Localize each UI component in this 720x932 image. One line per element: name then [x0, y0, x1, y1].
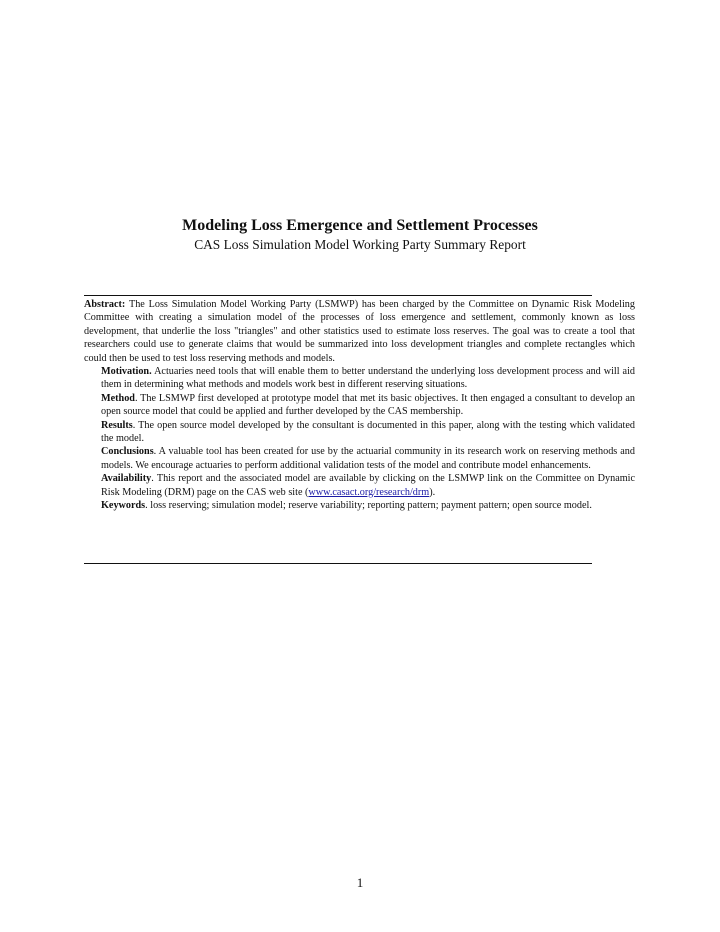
results-paragraph	[84, 419, 635, 446]
conclusions-paragraph	[84, 445, 635, 472]
page-number: 1	[356, 875, 364, 890]
abstract-block	[84, 298, 635, 513]
abstract-paragraph	[84, 298, 635, 365]
method-label: Method	[101, 392, 135, 404]
method-paragraph	[84, 392, 635, 419]
motivation-text: Actuaries need tools that will enable them to better understand the underlying loss development process and will aid them in determining what methods and models work best in different reserving situations.	[101, 366, 635, 391]
motivation-label: Motivation.	[101, 366, 152, 378]
results-text: . The open source model developed by the consultant is documented in this paper, along with the testing which validated the model.	[101, 419, 635, 445]
paper-subtitle: CAS Loss Simulation Model Working Party Summary Report	[194, 237, 526, 252]
drm-link[interactable]: www.casact.org/research/drm	[308, 486, 430, 498]
keywords-text: . loss reserving; simulation model; reserve variability; reporting pattern; payment pattern; open source model.	[145, 500, 592, 512]
abstract-text: The Loss Simulation Model Working Party (LSMWP) has been charged by the Committee on Dynamic Risk Modeling Committee with creating a simulation model of the processes of loss emergence and settlement, commonly known as loss development, that underlie the loss "triangles" and other statistics used to estimate loss reserves. The goal was to create a tool that researchers could use to generate claims that would be summarized into loss development triangles and complete rectangles which could then be used to test loss reserving methods and models.	[84, 299, 635, 364]
method-text: . The LSMWP first developed at prototype model that met its basic objectives. It then engaged a consultant to develop an open source model that could be applied and further developed by the CAS membership.	[101, 392, 635, 418]
conclusions-text: . A valuable tool has been created for use by the actuarial community in its research work on reserving methods and models. We encourage actuaries to perform additional validation tests of the model and contribute model enhancements.	[101, 446, 635, 471]
motivation-paragraph	[84, 365, 635, 392]
availability-label: Availability	[101, 473, 152, 485]
bottom-divider	[84, 563, 592, 564]
keywords-paragraph	[84, 499, 635, 512]
availability-text-end: ).	[429, 486, 436, 498]
conclusions-label: Conclusions	[101, 446, 154, 458]
paper-title: Modeling Loss Emergence and Settlement Processes	[182, 217, 538, 234]
availability-text: . This report and the associated model are available by clicking on the LSMWP link on the Committee on Dynamic Risk Modeling (DRM) page on the CAS web site (	[101, 473, 635, 498]
results-label: Results	[101, 419, 133, 431]
availability-paragraph	[84, 472, 635, 499]
top-divider	[84, 295, 592, 296]
keywords-label: Keywords	[101, 500, 146, 512]
abstract-label: Abstract:	[84, 299, 126, 310]
